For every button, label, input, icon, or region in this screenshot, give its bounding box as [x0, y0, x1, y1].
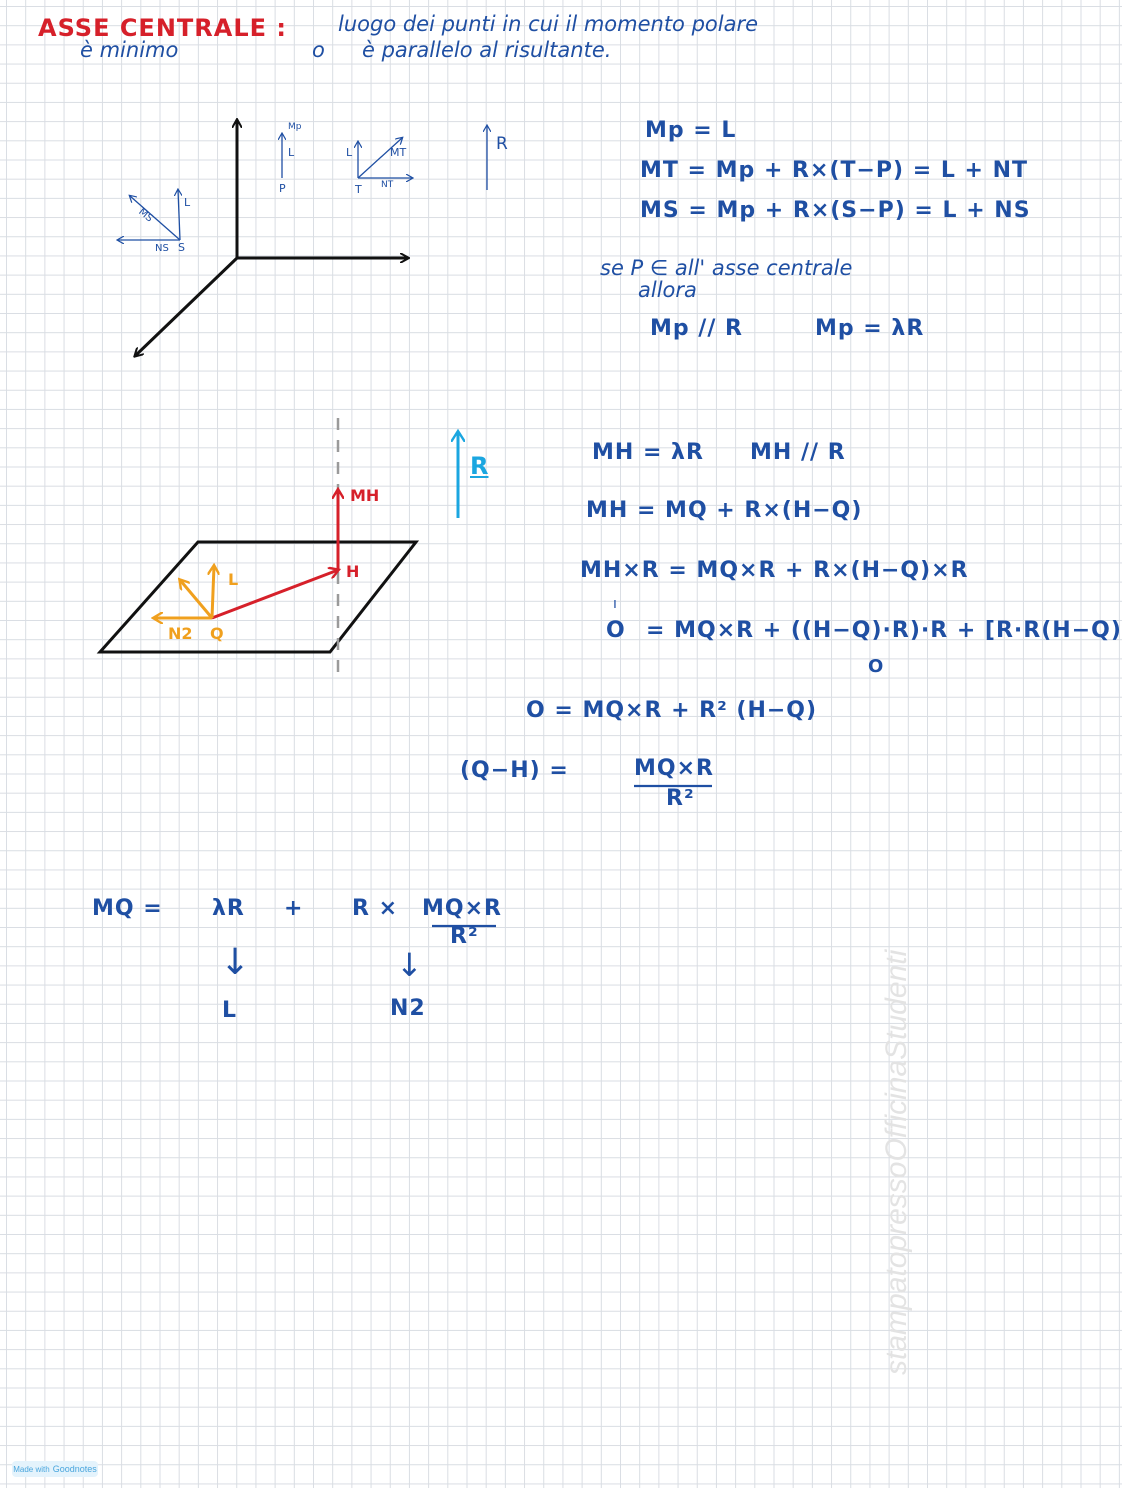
- label-p: P: [279, 182, 286, 195]
- axes-3d: [135, 120, 408, 356]
- eq-q-h-den: R²: [666, 786, 695, 811]
- label-l3: L: [184, 196, 191, 209]
- label-nt: NT: [381, 180, 394, 190]
- definition-line-2c: è parallelo al risultante.: [362, 38, 612, 62]
- eq-mh-lambda: MH = λR: [592, 440, 704, 465]
- section-title: ASSE CENTRALE :: [38, 14, 287, 42]
- made-with-label: Made with: [13, 1464, 50, 1474]
- eq-mq-plus: +: [284, 896, 304, 921]
- vectors-sketch-1: [118, 126, 487, 240]
- definition-line-1: luogo dei punti in cui il momento polare: [338, 12, 759, 36]
- label-mp: Mp: [288, 122, 302, 132]
- label-l-orange: L: [228, 570, 239, 589]
- eq-cross-r: MH×R = MQ×R + R×(H−Q)×R: [580, 558, 969, 583]
- note-allora: allora: [638, 278, 697, 302]
- eq-mq-lhs: MQ =: [92, 896, 163, 921]
- eq-zero-r2: O = MQ×R + R² (H−Q): [526, 698, 818, 723]
- eq-mq-term1: λR: [212, 896, 245, 921]
- eq-zero-under: O: [868, 656, 885, 677]
- label-r: R: [496, 134, 508, 154]
- eq-mp-l: Mp = L: [645, 118, 737, 143]
- eq-expanded: = MQ×R + ((H−Q)·R)·R + [R·R(H−Q): [646, 618, 1122, 643]
- label-h: H: [346, 562, 360, 581]
- watermark: stampatopressoOfficinaStudenti: [880, 949, 913, 1375]
- eq-q-h-lhs: (Q−H) =: [460, 758, 569, 783]
- label-r-cyan: R: [470, 452, 489, 480]
- label-q: Q: [210, 624, 224, 643]
- made-with-goodnotes-badge: [12, 1461, 98, 1477]
- definition-line-2b: o: [312, 38, 325, 62]
- label-t: T: [355, 183, 362, 196]
- eq-mp-lambda: Mp = λR: [815, 316, 925, 341]
- label-mt: MT: [390, 146, 407, 159]
- eq-mt: MT = Mp + R×(T−P) = L + NT: [640, 158, 1029, 183]
- label-ms: MS: [136, 206, 155, 225]
- eq-ms: MS = Mp + R×(S−P) = L + NS: [640, 198, 1031, 223]
- label-ns: NS: [155, 243, 169, 254]
- goodnotes-brand: Goodnotes: [52, 1464, 97, 1474]
- eq-mq-res1: L: [222, 998, 238, 1023]
- label-mh: MH: [350, 486, 380, 505]
- eq-q-h-num: MQ×R: [634, 756, 714, 781]
- eq-mq-term2: R ×: [352, 896, 399, 921]
- arrow-down-1: ↓: [220, 942, 251, 983]
- eq-mq-frac-den: R²: [450, 924, 479, 949]
- eq-zero-a: O: [606, 618, 626, 643]
- label-l: L: [288, 146, 295, 159]
- definition-line-2a: è minimo: [80, 38, 179, 62]
- note-central-axis: se P ∈ all' asse centrale: [600, 256, 853, 280]
- eq-mh-parallel: MH // R: [750, 440, 846, 465]
- eq-mh-transport: MH = MQ + R×(H−Q): [586, 498, 863, 523]
- arrow-down-2: ↓: [396, 946, 423, 984]
- label-l2: L: [346, 146, 353, 159]
- plane: [100, 418, 458, 676]
- eq-mp-parallel: Mp // R: [650, 316, 743, 341]
- eq-mq-frac-num: MQ×R: [422, 896, 502, 921]
- label-n2: N2: [168, 624, 193, 643]
- eq-mq-res2: N2: [390, 996, 426, 1021]
- eq-tick: ı: [613, 596, 617, 612]
- label-s: S: [178, 241, 185, 254]
